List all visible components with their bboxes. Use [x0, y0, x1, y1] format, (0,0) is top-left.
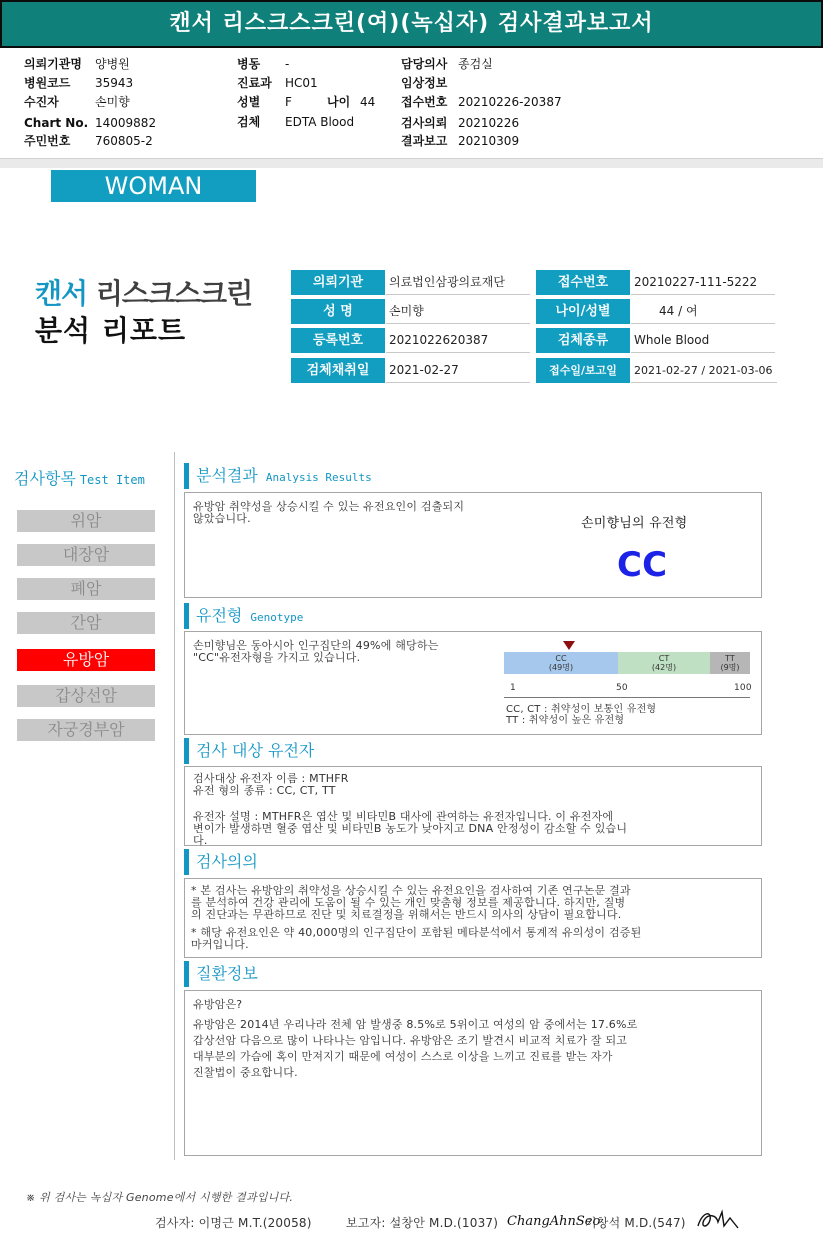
disease-line-5: 진찰법이 중요합니다. — [193, 1066, 298, 1079]
segment-tt-name: TT — [725, 654, 735, 663]
request-date-label: 검사의뢰 — [401, 116, 448, 130]
department-label: 진료과 — [237, 76, 272, 90]
genotype-section-title — [184, 603, 303, 629]
genotype-marker-icon — [562, 640, 576, 651]
meaning-box — [184, 878, 762, 958]
scale-max: 100 — [734, 683, 752, 693]
sidebar-item-lung-cancer[interactable]: 폐암 — [17, 578, 155, 600]
scale-min: 1 — [510, 683, 516, 693]
genotype-caption: 손미향님의 유전형 — [581, 516, 688, 531]
segment-ct-name: CT — [658, 654, 670, 663]
genotype-result: CC — [617, 545, 668, 585]
info-value-age-sex: 44 / 여 — [631, 299, 775, 324]
resident-no-label: 주민번호 — [24, 134, 71, 148]
reporter-signature — [505, 1206, 601, 1232]
analysis-text-line-2: 않았습니다. — [193, 512, 251, 525]
meaning-line-2: 를 분석하여 건강 관리에 도움이 될 수 있는 개인 맞춤형 정보를 제공합니다. 하지만, 질병 — [191, 896, 626, 909]
recipient-label: 수진자 — [24, 95, 59, 109]
segment-ct-count: (42명) — [651, 663, 677, 672]
analysis-text-line-1: 유방암 취약성을 상승시킬 수 있는 유전요인이 검출되지 — [193, 500, 465, 513]
disease-line-2: 유방암은 2014년 우리나라 전체 암 발생중 8.5%로 5위이고 여성의 암 중에서는 17.6%로 — [193, 1018, 638, 1031]
genotype-title-ko: 유전형 — [196, 606, 243, 625]
resident-no-value: 760805-2 — [95, 134, 153, 148]
gene-line-3: 유전자 설명 : MTHFR은 엽산 및 비타민B 대사에 관여하는 유전자입니다. 이 유전자에 — [193, 810, 614, 823]
footer-note: ※ 위 검사는 녹십자 Genome에서 시행한 결과입니다. — [26, 1191, 294, 1204]
info-value-receipt-no: 20210227-111-5222 — [631, 270, 775, 295]
info-label-receipt-no: 접수번호 — [536, 270, 630, 295]
header-divider — [0, 158, 823, 168]
report-date-value: 20210309 — [458, 134, 520, 148]
sidebar-item-stomach-cancer[interactable]: 위암 — [17, 510, 155, 532]
receipt-no-value: 20210226-20387 — [458, 95, 562, 109]
chart-no-value: 14009882 — [95, 116, 157, 130]
analysis-box — [184, 492, 762, 598]
disease-line-4: 대부분의 가슴에 혹이 만져지기 때문에 여성이 스스로 이상을 느끼고 진료를 받는 자가 — [193, 1050, 613, 1063]
gene-line-5: 다. — [193, 834, 208, 847]
disease-line-1: 유방암은? — [193, 998, 243, 1011]
clinical-info-label: 임상정보 — [401, 76, 448, 90]
segment-cc-name: CC — [555, 654, 567, 663]
genotype-box — [184, 631, 762, 735]
request-date-value: 20210226 — [458, 116, 520, 130]
department-value: HC01 — [285, 76, 318, 90]
segment-tt-count: (9명) — [720, 663, 740, 672]
info-label-reg-no: 등록번호 — [291, 328, 385, 353]
report-heading-line1 — [35, 272, 252, 312]
gene-line-1: 검사대상 유전자 이름 : MTHFR — [193, 772, 349, 785]
info-value-name: 손미향 — [386, 299, 530, 324]
sidebar-item-liver-cancer[interactable]: 간암 — [17, 612, 155, 634]
genotype-title-en: Genotype — [250, 611, 304, 624]
hospital-code-label: 병원코드 — [24, 76, 71, 90]
info-value-collection-date: 2021-02-27 — [386, 358, 530, 383]
disease-box — [184, 990, 762, 1156]
disease-section-title: 질환정보 — [184, 961, 258, 987]
doctor-signature — [692, 1206, 744, 1234]
woman-banner: WOMAN — [51, 170, 256, 202]
genotype-legend-1: CC, CT : 취약성이 보통인 유전형 — [506, 704, 657, 715]
gene-line-2: 유전 형의 종류 : CC, CT, TT — [193, 784, 336, 797]
report-title: 캔서 리스크스크린(여)(녹십자) 검사결과보고서 — [0, 0, 823, 48]
reporter-signature-text: ChangAhnSeo — [507, 1214, 601, 1229]
sidebar-item-colorectal-cancer[interactable]: 대장암 — [17, 544, 155, 566]
info-label-receipt-report-date: 접수일/보고일 — [536, 358, 630, 383]
info-label-institution: 의뢰기관 — [291, 270, 385, 295]
recipient-value: 손미향 — [95, 95, 130, 109]
heading-riskscreen: 리스크스크린 — [95, 277, 253, 310]
segment-cc-count: (49명) — [548, 663, 574, 672]
age-value: 44 — [360, 95, 376, 109]
specimen-value: EDTA Blood — [285, 115, 355, 129]
footer-tester: 검사자: 이명근 M.T.(20058) — [155, 1216, 312, 1230]
hospital-code-value: 35943 — [95, 76, 134, 90]
ward-value: - — [285, 57, 290, 71]
gene-box — [184, 766, 762, 846]
report-heading-line2: 분석 리포트 — [35, 314, 186, 347]
meaning-line-3: 의 진단과는 무관하므로 진단 및 치료결정을 위해서는 반드시 의사의 상담이 필요합니다. — [191, 908, 622, 921]
footer-reporter: 보고자: 설창안 M.D.(1037) — [346, 1216, 499, 1230]
sidebar-title — [14, 466, 145, 489]
doctor-label: 담당의사 — [401, 57, 448, 71]
meaning-line-5: 마커입니다. — [191, 938, 249, 951]
analysis-title-en: Analysis Results — [265, 471, 372, 484]
genotype-text-line-1: 손미향님은 동아시아 인구집단의 49%에 해당하는 — [193, 639, 439, 652]
info-label-collection-date: 검체채취일 — [291, 358, 385, 383]
disease-line-3: 갑상선암 다음으로 많이 나타나는 암입니다. 유방암은 조기 발견시 비교적 치료가 잘 되고 — [193, 1034, 628, 1047]
age-label: 나이 — [327, 95, 351, 109]
sidebar-divider — [174, 452, 175, 1160]
institution-label: 의뢰기관명 — [24, 57, 82, 71]
specimen-label: 검체 — [237, 115, 261, 129]
gene-line-4: 변이가 발생하면 혈중 엽산 및 비타민B 농도가 낮아지고 DNA 안정성이 감소할 수 있습니 — [193, 822, 628, 835]
ward-label: 병동 — [237, 57, 261, 71]
analysis-title-ko: 분석결과 — [196, 466, 258, 485]
info-label-specimen-type: 검체종류 — [536, 328, 630, 353]
report-date-label: 결과보고 — [401, 134, 448, 148]
meaning-line-4: * 해당 유전요인은 약 40,000명의 인구집단이 포함된 메타분석에서 통계적 유의성이 검증된 — [191, 926, 642, 939]
gene-section-title: 검사 대상 유전자 — [184, 738, 314, 764]
sex-label: 성별 — [237, 95, 261, 109]
receipt-no-label: 접수번호 — [401, 95, 448, 109]
distribution-segment-cc — [504, 652, 618, 674]
info-label-name: 성 명 — [291, 299, 385, 324]
distribution-segment-tt — [710, 652, 750, 674]
meaning-section-title: 검사의의 — [184, 849, 258, 875]
sex-value: F — [285, 95, 292, 109]
chart-no-label: Chart No. — [24, 116, 89, 130]
sidebar-title-en: Test Item — [79, 473, 145, 487]
doctor-value: 종검실 — [458, 57, 493, 71]
sidebar-title-ko: 검사항목 — [14, 469, 76, 488]
info-value-specimen-type: Whole Blood — [631, 328, 775, 353]
sidebar-item-cervical-cancer[interactable]: 자궁경부암 — [17, 719, 155, 741]
analysis-section-title — [184, 463, 372, 489]
scale-axis-line — [504, 697, 750, 698]
info-value-institution: 의료법인삼광의료재단 — [386, 270, 530, 295]
heading-cancer: 캔서 — [35, 277, 88, 310]
info-value-reg-no: 2021022620387 — [386, 328, 530, 353]
sidebar-item-thyroid-cancer[interactable]: 갑상선암 — [17, 685, 155, 707]
genotype-text-line-2: "CC"유전자형을 가지고 있습니다. — [193, 651, 361, 664]
meaning-line-1: * 본 검사는 유방암의 취약성을 상승시킬 수 있는 유전요인을 검사하여 기존 연구논문 결과 — [191, 884, 631, 897]
scale-mid: 50 — [616, 683, 628, 693]
info-value-receipt-report-date: 2021-02-27 / 2021-03-06 — [631, 358, 777, 383]
sidebar-item-breast-cancer[interactable]: 유방암 — [17, 649, 155, 671]
distribution-segment-ct — [618, 652, 710, 674]
info-label-age-sex: 나이/성별 — [536, 299, 630, 324]
genotype-legend-2: TT : 취약성이 높은 유전형 — [506, 715, 625, 726]
institution-value: 양병원 — [95, 57, 130, 71]
footer-doctor: 기창석 M.D.(547) — [585, 1216, 686, 1230]
